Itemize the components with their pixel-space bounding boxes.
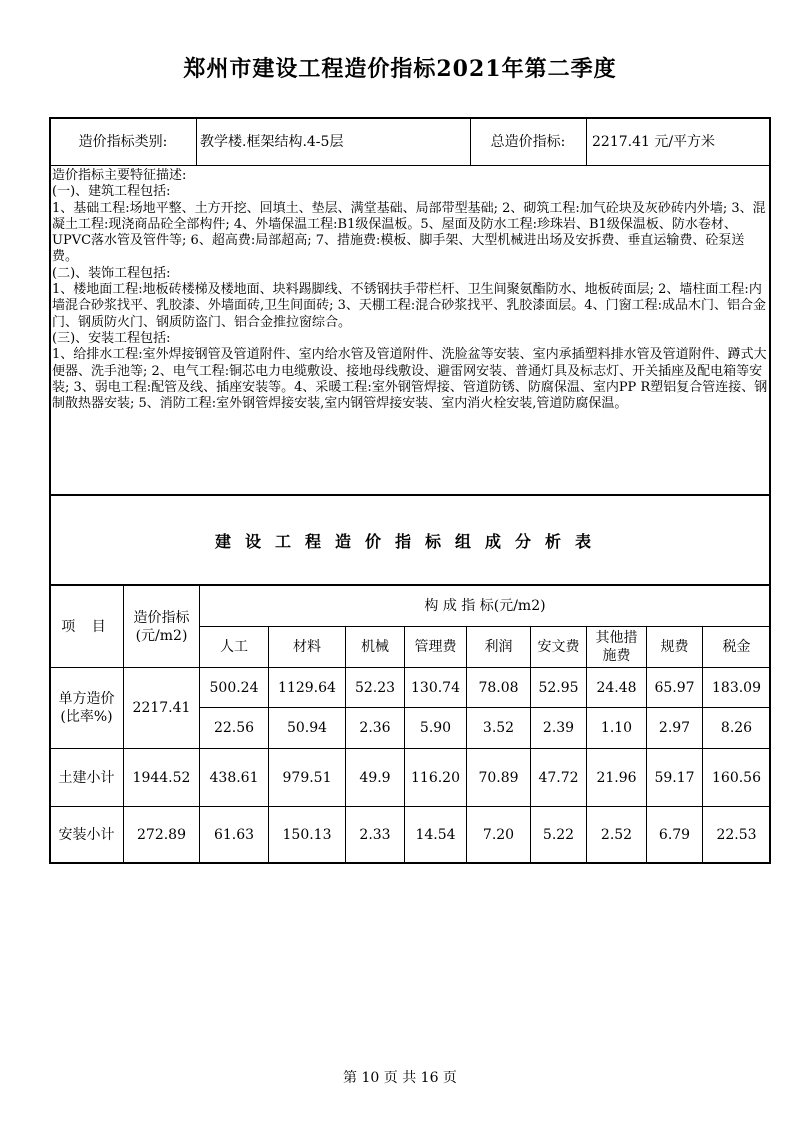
desc-line: (一)、建筑工程包括: — [52, 184, 171, 200]
table-cell: 70.89 — [478, 769, 519, 786]
desc-line: (二)、装饰工程包括: — [52, 265, 171, 281]
table-cell: 78.08 — [478, 679, 519, 696]
sub-col-fees: 规费 — [660, 639, 689, 655]
total-label: 总造价指标: — [490, 133, 566, 150]
row-label-civil-subtotal: 土建小计 — [58, 769, 115, 786]
page-number: 第 10 页 共 16 页 — [343, 1070, 457, 1086]
analysis-table-title: 建设工程造价指标组成分析表 — [214, 531, 605, 551]
table-cell: 150.13 — [282, 827, 332, 843]
col-index-header: 造价指标(元/m2) — [133, 609, 190, 644]
table-cell: 2.36 — [359, 720, 391, 736]
table-cell: 438.61 — [209, 769, 259, 786]
desc-line: (三)、安装工程包括: — [52, 330, 171, 346]
sub-col-other-measures: 其他措施费 — [595, 630, 638, 664]
table-cell: 5.90 — [419, 720, 452, 736]
sub-col-tax: 税金 — [722, 639, 751, 655]
table-cell: 52.23 — [354, 679, 396, 696]
table-cell: 52.95 — [538, 679, 579, 696]
table-cell: 5.22 — [542, 827, 575, 843]
total-value: 2217.41 元/平方米 — [592, 133, 716, 150]
table-cell: 14.54 — [415, 827, 456, 843]
table-cell: 65.97 — [654, 679, 695, 696]
table-cell: 22.53 — [716, 827, 757, 843]
table-cell: 8.26 — [720, 720, 753, 736]
row-label-install-subtotal: 安装小计 — [58, 827, 115, 843]
sub-col-labor: 人工 — [220, 639, 248, 655]
table-cell: 183.09 — [712, 679, 761, 696]
table-cell: 2.33 — [359, 827, 391, 843]
table-cell: 50.94 — [286, 720, 328, 736]
row-label-unit-cost: 单方造价(比率%) — [58, 691, 115, 725]
table-cell: 47.72 — [538, 769, 579, 786]
page-title: 郑州市建设工程造价指标2021年第二季度 — [183, 56, 617, 82]
table-cell: 2.39 — [542, 720, 575, 736]
table-cell: 61.63 — [213, 827, 255, 843]
table-cell: 6.79 — [658, 827, 691, 843]
row-index-unit-cost: 2217.41 — [132, 700, 191, 716]
table-cell: 59.17 — [654, 769, 695, 786]
desc-line: 造价指标主要特征描述: — [52, 168, 187, 183]
col-item-header: 项 目 — [61, 618, 112, 635]
sub-col-safety: 安文费 — [537, 639, 580, 655]
table-cell: 1.10 — [600, 720, 633, 736]
desc-line: 1、基础工程:场地平整、土方开挖、回填土、垫层、满堂基础、局部带型基础; 2、砌筑工程:加气砼块及灰砂砖内外墙; 3、混凝土工程:现浇商品砼全部构件; 4、外墙保温工程:B1级保温板。5、屋面及防水工程:珍珠岩、B1级保温板、防水卷材、UPVC落水管及管件等; 6、超高费:局部超高; 7、措施费:模板、脚手架、大型机械进出场及安拆费、垂直运输费、砼泵送费。 — [52, 200, 766, 265]
table-cell: 7.20 — [482, 827, 515, 843]
table-cell: 2.52 — [600, 827, 633, 843]
feature-description — [52, 168, 768, 412]
table-cell: 130.74 — [411, 679, 460, 696]
table-cell: 49.9 — [359, 769, 391, 786]
sub-col-profit: 利润 — [484, 639, 513, 655]
category-value: 教学楼.框架结构.4-5层 — [200, 133, 344, 150]
sub-col-management: 管理费 — [414, 639, 457, 655]
sub-col-machine: 机械 — [361, 639, 389, 655]
desc-line: 1、楼地面工程:地板砖楼梯及楼地面、块料踢脚线、不锈钢扶手带栏杆、卫生间聚氨酯防水、地板砖面层; 2、墙柱面工程:内墙混合砂浆找平、乳胶漆、外墙面砖,卫生间面砖; 3、天棚工程:混合砂浆找平、乳胶漆面层。4、门窗工程:成品木门、铝合金门、钢质防火门、钢质防盗门、铝合金推拉窗综合。 — [52, 282, 766, 330]
table-cell: 1129.64 — [278, 679, 336, 696]
category-label: 造价指标类别: — [78, 133, 168, 150]
row-index-install-subtotal: 272.89 — [137, 827, 186, 843]
table-cell: 21.96 — [596, 769, 637, 786]
row-index-civil-subtotal: 1944.52 — [132, 769, 191, 786]
desc-line: 1、给排水工程:室外焊接钢管及管道附件、室内给水管及管道附件、洗脸盆等安装、室内承插塑料排水管及管道附件、蹲式大便器、洗手池等; 2、电气工程:铜芯电力电缆敷设、接地母线敷设、避雷网安装、普通灯具及标志灯、开关插座及配电箱等安装; 3、弱电工程:配管及线、插座安装等。4、采暖工程:室外钢管焊接、管道防锈、防腐保温、室内PP R塑铝复合管连接、钢制散热器安装; 5、消防工程:室外钢管焊接安装,室内钢管焊接安装、室内消火栓安装,管道防腐保温。 — [52, 347, 768, 412]
table-cell: 24.48 — [596, 679, 637, 696]
table-cell: 979.51 — [282, 769, 332, 786]
col-group-header: 构 成 指 标(元/m2) — [424, 598, 546, 614]
table-cell: 22.56 — [213, 720, 255, 736]
table-cell: 2.97 — [658, 720, 691, 736]
table-cell: 3.52 — [482, 720, 515, 736]
table-cell: 500.24 — [209, 679, 259, 696]
table-cell: 160.56 — [712, 769, 761, 786]
table-cell: 116.20 — [411, 769, 460, 786]
sub-col-material: 材料 — [293, 639, 321, 655]
